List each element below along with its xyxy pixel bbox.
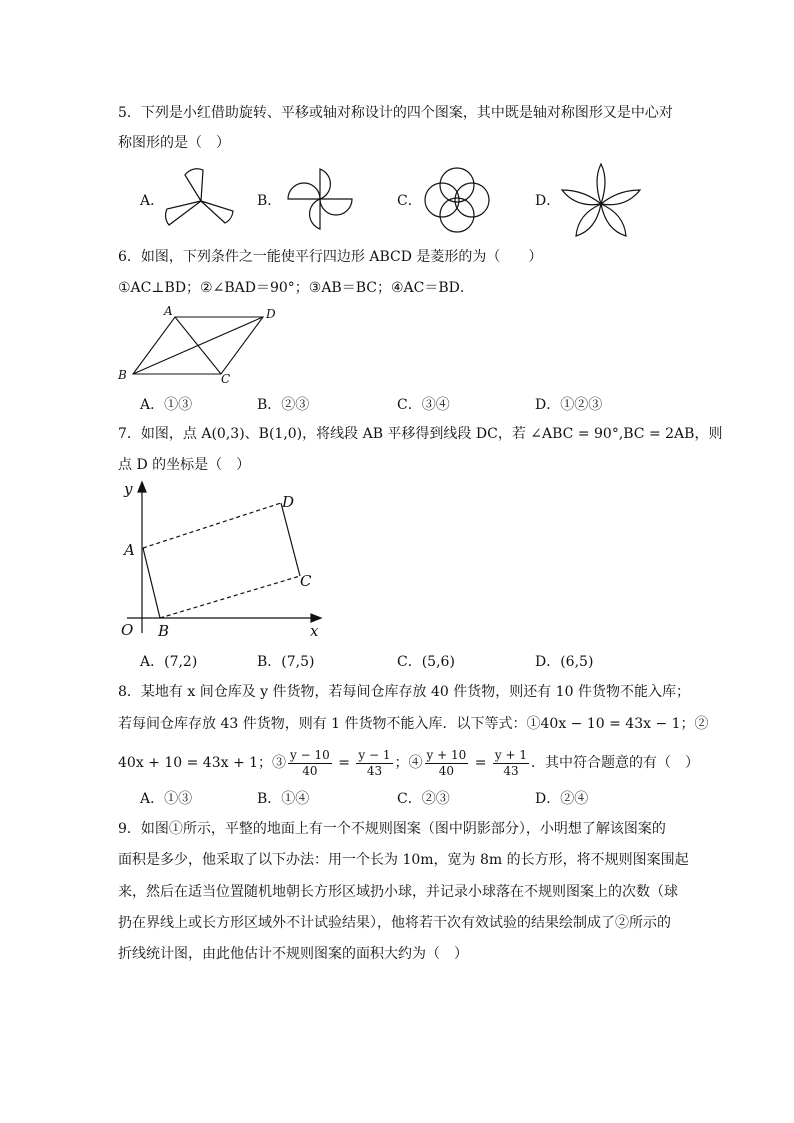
q5-four-circles-figure (420, 163, 494, 237)
q6-text-line1: 6．如图，下列条件之一能使平行四边形 ABCD 是菱形的为（ ） (118, 249, 543, 265)
q9-text-line1: 9．如图①所示，平整的地面上有一个不规则图案（图中阴影部分），小明想了解该图案的 (118, 821, 666, 837)
q6-parallelogram-figure (115, 303, 285, 385)
q6-option-b: B．②③ (257, 397, 310, 413)
q8-fraction-numerator: y − 1 (358, 747, 391, 762)
q6-label-d: D (266, 307, 276, 321)
q7-coordinate-figure (115, 478, 335, 643)
q6-label-c: C (221, 372, 231, 386)
q8-fraction-denominator: 40 (302, 763, 318, 778)
q6-label-a: A (164, 304, 173, 318)
q8-equation-2: 40x + 10 = 43x + 1； (118, 755, 273, 771)
q8-fraction (356, 748, 392, 779)
q7-label-d: D (282, 493, 295, 511)
q8-fraction-denominator: 43 (503, 763, 519, 778)
q8-equation-line: 40x + 10 = 43x + 1；③ $\frac{y - 10}{40}$ = $\frac{y - 1}{43}$ ；④ $\frac{y + 10}{40}$ = $\frac{y + 1}{43}$ ．其中符合题意的有（ ） (118, 747, 700, 778)
q8-option-d: D．②④ (535, 791, 589, 807)
q8-fraction-numerator: y + 1 (494, 747, 528, 762)
q7-option-a: A．(7,2) (140, 654, 198, 670)
q9-text-line2: 面积是多少，他采取了以下办法：用一个长为 10m，宽为 8m 的长方形，将不规则图案围起 (118, 852, 689, 868)
q9-text-line5: 折线统计图，由此他估计不规则图案的面积大约为（ ） (118, 946, 468, 962)
q7-option-c: C．(5,6) (397, 654, 455, 670)
q7-label-o: O (121, 621, 134, 639)
q7-axis-x-label: x (310, 622, 319, 640)
q9-text-line4: 扔在界线上或长方形区域外不计试验结果），他将若干次有效试验的结果绘制成了②所示的 (118, 915, 671, 931)
q7-option-d: D．(6,5) (535, 654, 594, 670)
q8-option-c: C．②③ (397, 791, 450, 807)
q8-text-line1: 8．某地有 x 间仓库及 y 件货物，若每间仓库存放 40 件货物，则还有 10 件货物不能入库； (118, 684, 690, 700)
q7-label-a: A (124, 541, 135, 559)
q5-pinwheel-figure (163, 165, 239, 233)
q8-option-b: B．①④ (257, 791, 310, 807)
q8-fraction (493, 748, 529, 779)
q5-option-b-label: B． (257, 193, 282, 209)
q8-option-a: A．①③ (140, 791, 193, 807)
q7-text-line1: 7．如图，点 A(0,3)、B(1,0)，将线段 AB 平移得到线段 DC，若 ∠ABC = 90°,BC = 2AB，则 (118, 426, 723, 442)
q8-fraction-numerator: y + 10 (426, 747, 467, 762)
q7-label-b: B (158, 622, 170, 640)
q8-equation-3-mark: ③ (272, 755, 287, 771)
q8-fraction-denominator: 40 (438, 763, 455, 778)
q7-label-c: C (300, 572, 312, 590)
q8-fraction (425, 748, 469, 779)
q6-option-d: D．①②③ (535, 397, 603, 413)
q9-text-line3: 来，然后在适当位置随机地朝长方形区域扔小球，并记录小球落在不规则图案上的次数（球 (118, 884, 678, 900)
q8-fraction-numerator: y − 10 (290, 747, 330, 762)
q5-five-petal-figure (560, 160, 642, 242)
q5-text-line1: 5．下列是小红借助旋转、平移或轴对称设计的四个图案，其中既是轴对称图形又是中心对 (118, 105, 673, 121)
q8-fraction (288, 748, 332, 779)
q5-windmill-figure (282, 165, 358, 233)
q5-option-a-label: A． (140, 193, 165, 209)
q6-conditions: ①AC⊥BD；②∠BAD＝90°；③AB＝BC；④AC＝BD． (118, 280, 474, 296)
q7-text-line2: 点 D 的坐标是（ ） (118, 457, 251, 473)
q8-text-line2: 若每间仓库存放 43 件货物，则有 1 件货物不能入库．以下等式：①40x − 10 = 43x − 1；② (118, 716, 709, 732)
q5-option-c-label: C． (397, 193, 422, 209)
q8-equation-4-mark: ；④ (394, 755, 423, 771)
q7-option-b: B．(7,5) (257, 654, 315, 670)
q8-question-tail: ．其中符合题意的有（ ） (531, 755, 700, 771)
q6-option-c: C．③④ (397, 397, 450, 413)
q6-option-a: A．①③ (140, 397, 193, 413)
q5-option-d-label: D． (535, 193, 561, 209)
q6-label-b: B (118, 368, 127, 382)
q8-fraction-denominator: 43 (366, 763, 383, 778)
q7-axis-y-label: y (124, 480, 133, 498)
q5-text-line2: 称图形的是（ ） (118, 135, 230, 151)
